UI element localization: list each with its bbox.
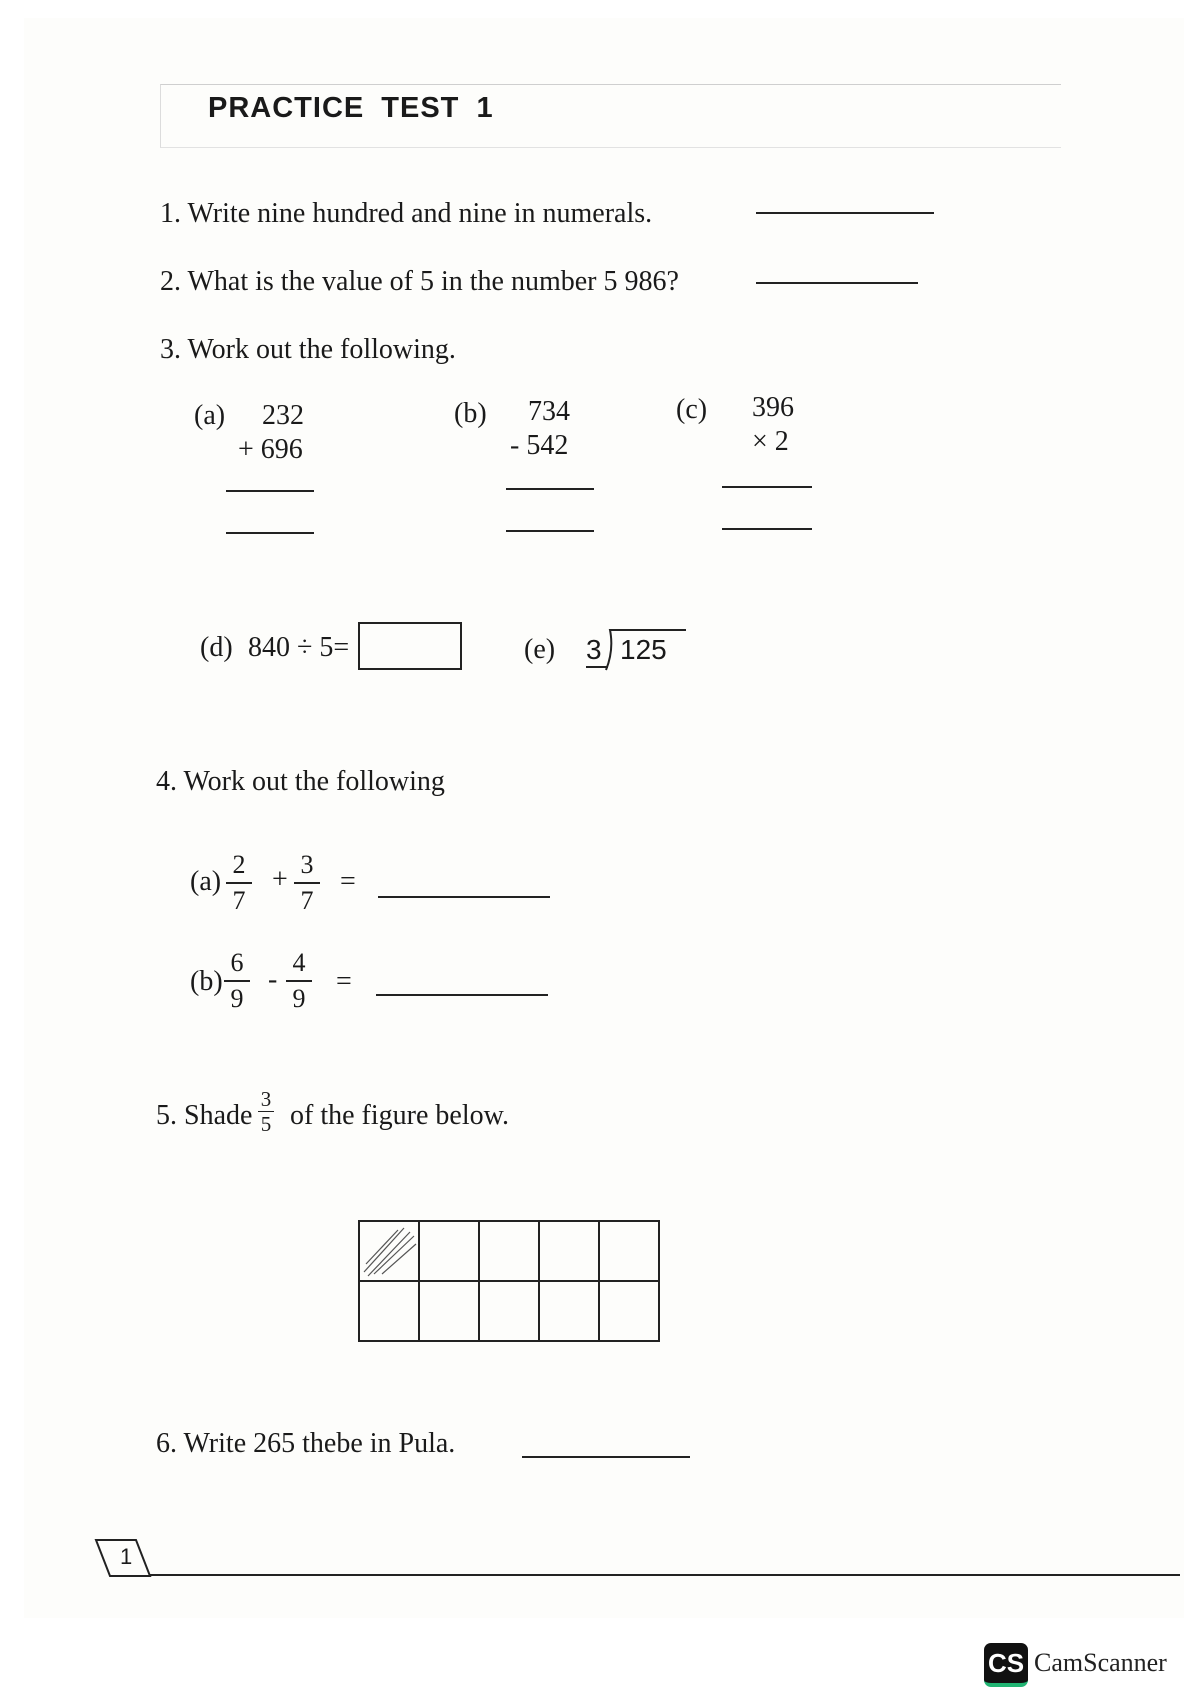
divisor: 3: [586, 634, 608, 668]
answer-line-2[interactable]: [756, 282, 918, 284]
pencil-shading: [360, 1222, 418, 1280]
q3c-bottom: × 2: [752, 426, 789, 457]
q3b-label: (b): [454, 398, 487, 429]
q3c-label: (c): [676, 394, 708, 425]
q3b-top: 734: [528, 396, 570, 427]
q4b-fraction-2: [286, 948, 312, 1014]
question-number: 3.: [160, 334, 181, 365]
denominator: 9: [230, 984, 244, 1013]
q4b-fraction-1: [224, 948, 250, 1014]
q3a-label: (a): [194, 400, 226, 431]
long-division: [580, 628, 686, 672]
page-number: 1: [120, 1544, 133, 1569]
q4a-fraction-2: [294, 850, 320, 916]
q4b-answer-line[interactable]: [376, 994, 548, 996]
q3a-answer-line[interactable]: [226, 490, 314, 492]
grid-cell[interactable]: [419, 1221, 479, 1281]
grid-cell[interactable]: [479, 1221, 539, 1281]
q4a-equals: =: [340, 866, 356, 897]
numerator: 2: [232, 850, 246, 879]
question-3: [160, 334, 456, 366]
numerator: 6: [230, 948, 244, 977]
q3c-answer-line-lower: [722, 528, 812, 530]
grid-cell[interactable]: [359, 1281, 419, 1341]
footer-rule: [150, 1574, 1180, 1576]
grid-cell[interactable]: [359, 1221, 419, 1281]
question-number: 1.: [160, 198, 181, 229]
q4b-equals: =: [336, 966, 352, 997]
q4a-fraction-1: [226, 850, 252, 916]
question-text: Write 265 thebe in Pula.: [183, 1428, 456, 1459]
shade-figure-grid: [358, 1220, 660, 1342]
question-text: Write nine hundred and nine in numerals.: [187, 198, 653, 229]
camscanner-label: CamScanner: [1034, 1648, 1167, 1677]
dividend: 125: [620, 634, 667, 665]
answer-line-1[interactable]: [756, 212, 934, 214]
q3d-expression: 840 ÷ 5=: [248, 632, 350, 663]
question-number: 6.: [156, 1428, 177, 1459]
q3b-answer-line[interactable]: [506, 488, 594, 490]
numerator: 3: [260, 1087, 272, 1111]
q4b-label: (b): [190, 966, 223, 997]
question-6: [156, 1428, 455, 1460]
q3e-label: (e): [524, 634, 556, 665]
question-number: 2.: [160, 266, 181, 297]
denominator: 7: [232, 886, 246, 915]
q4b-operator: -: [268, 964, 278, 995]
grid-cell[interactable]: [539, 1221, 599, 1281]
grid-cell[interactable]: [599, 1221, 659, 1281]
numerator: 4: [292, 948, 306, 977]
question-5-suffix: of the figure below.: [290, 1100, 509, 1131]
q3a-bottom: + 696: [238, 434, 303, 465]
question-4: [156, 766, 445, 798]
question-text: Work out the following.: [187, 334, 456, 365]
answer-line-6[interactable]: [522, 1456, 690, 1458]
grid-cell[interactable]: [539, 1281, 599, 1341]
q3a-top: 232: [262, 400, 304, 431]
denominator: 7: [300, 886, 314, 915]
q3c-answer-line[interactable]: [722, 486, 812, 488]
denominator: 9: [292, 984, 306, 1013]
q3b-bottom: - 542: [510, 430, 569, 461]
grid-cell[interactable]: [419, 1281, 479, 1341]
q3c-top: 396: [752, 392, 794, 423]
q3d-label: (d): [200, 632, 233, 663]
question-text: What is the value of 5 in the number 5 986?: [187, 266, 679, 297]
grid-cell[interactable]: [599, 1281, 659, 1341]
q3b-answer-line-lower: [506, 530, 594, 532]
q5-fraction: [258, 1088, 274, 1135]
numerator: 3: [300, 850, 314, 879]
camscanner-logo-icon: CS: [984, 1643, 1028, 1687]
q3a-answer-line-lower: [226, 532, 314, 534]
q4a-label: (a): [190, 866, 222, 897]
q3d-answer-box[interactable]: [358, 622, 462, 670]
grid-cell[interactable]: [479, 1281, 539, 1341]
question-text: Work out the following: [183, 766, 445, 797]
question-number: 4.: [156, 766, 177, 797]
q4a-answer-line[interactable]: [378, 896, 550, 898]
page-title: PRACTICE TEST 1: [208, 92, 494, 124]
question-2: [160, 266, 679, 298]
question-1: [160, 198, 652, 230]
paper-sheet: [24, 18, 1184, 1618]
denominator: 5: [260, 1112, 272, 1136]
question-5-prefix: 5. Shade: [156, 1100, 253, 1131]
q4a-operator: +: [272, 864, 288, 895]
